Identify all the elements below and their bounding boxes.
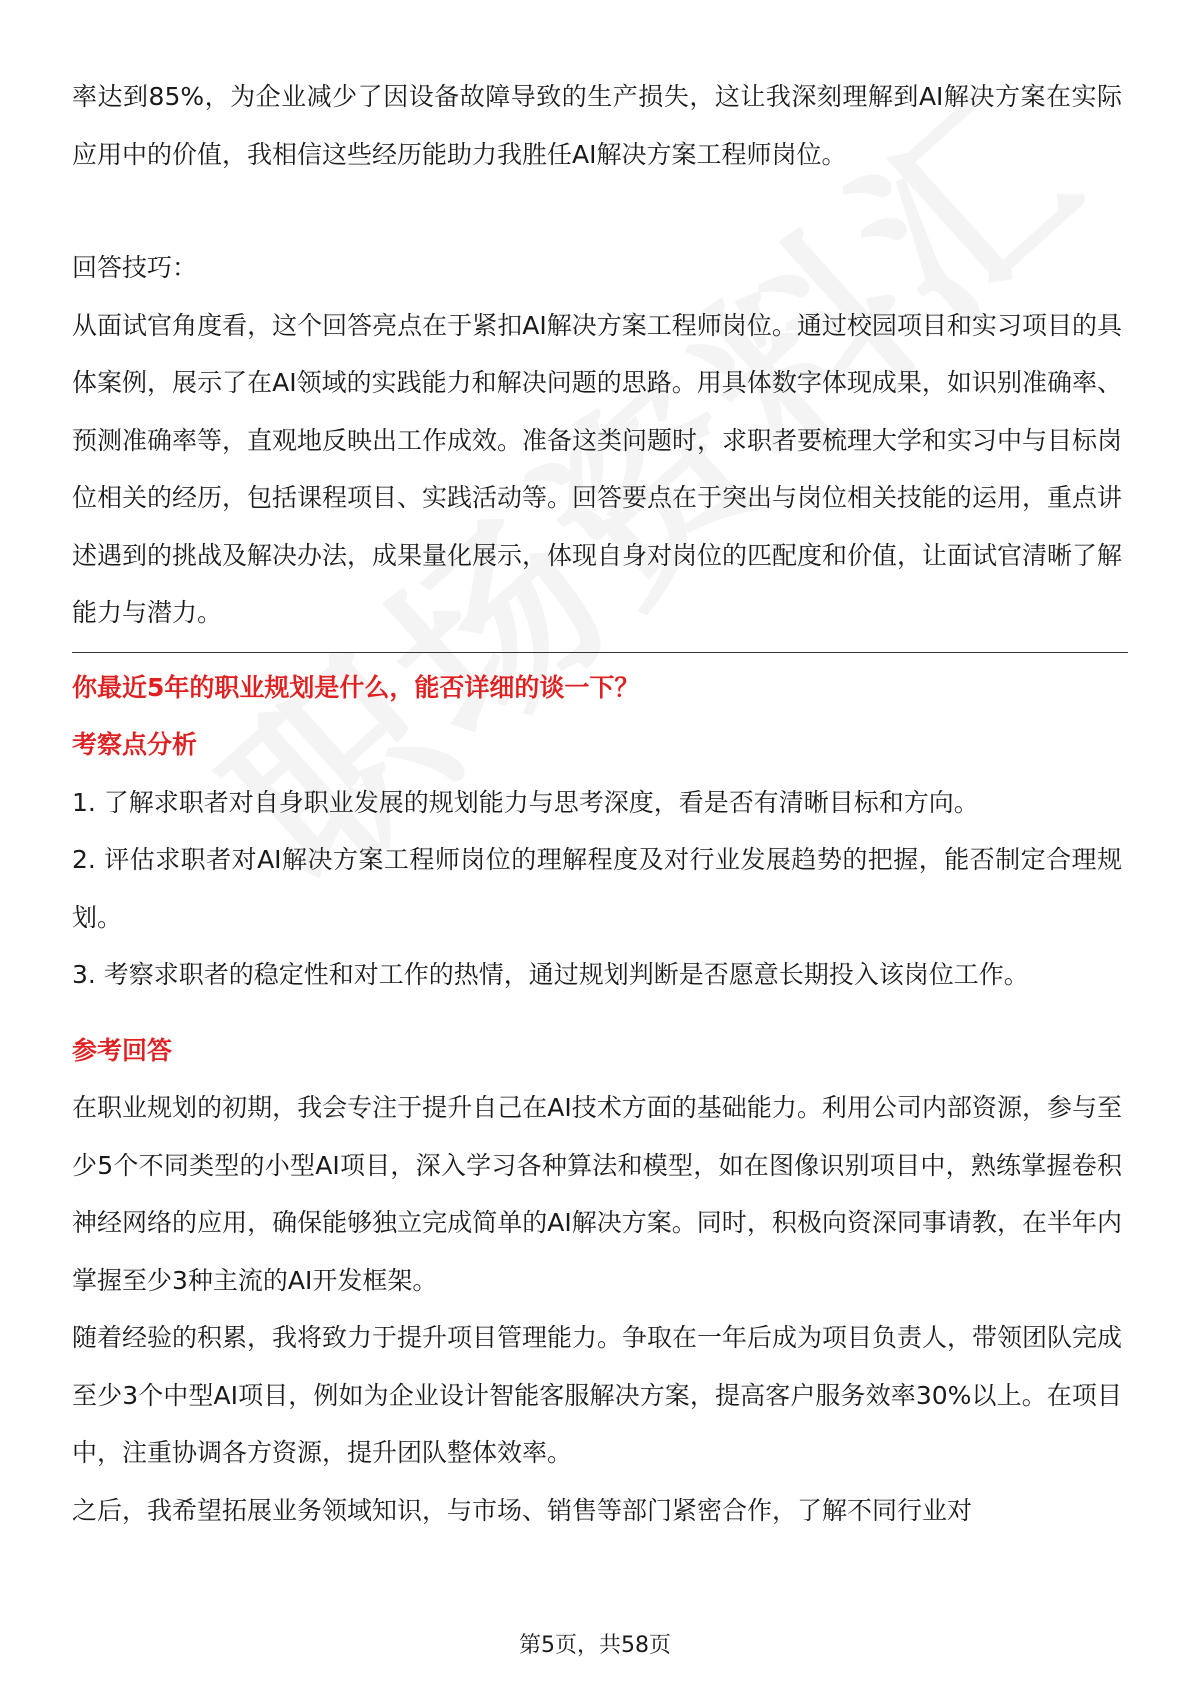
answer-heading: 参考回答 [72,1035,173,1065]
answer-paragraph: 随着经验的积累，我将致力于提升项目管理能力。争取在一年后成为项目负责人，带领团队完成至少3个中型AI项目，例如为企业设计智能客服解决方案，提高客户服务效率30%以上。在项目中，注重协调各方资源，提升团队整体效率。 [72,1323,1123,1467]
tips-heading: 回答技巧： [72,253,198,282]
page-content [72,68,1122,1539]
tips-body: 从面试官角度看，这个回答亮点在于紧扣AI解决方案工程师岗位。通过校园项目和实习项目的具体案例，展示了在AI领域的实践能力和解决问题的思路。用具体数字体现成果，如识别准确率、预测准确率等，直观地反映出工作成效。准备这类问题时，求职者要梳理大学和实习中与目标岗位相关的经历，包括课程项目、实践活动等。回答要点在于突出与岗位相关技能的运用，重点讲述遇到的挑战及解决办法，成果量化展示，体现自身对岗位的匹配度和价值，让面试官清晰了解能力与潜力。 [72,310,1123,627]
analysis-heading: 考察点分析 [72,730,198,759]
answer-paragraph: 在职业规划的初期，我会专注于提升自己在AI技术方面的基础能力。利用公司内部资源，参与至少5个不同类型的小型AI项目，深入学习各种算法和模型，如在图像识别项目中，熟练掌握卷积神经网络的应用，确保能够独立完成简单的AI解决方案。同时，积极向资深同事请教，在半年内掌握至少3种主流的AI开发框架。 [72,1093,1122,1295]
analysis-item: 1. 了解求职者对自身职业发展的规划能力与思考深度，看是否有清晰目标和方向。 [72,787,979,817]
question-title: 你最近5年的职业规划是什么，能否详细的谈一下？ [72,672,640,702]
analysis-item: 3. 考察求职者的稳定性和对工作的热情，通过规划判断是否愿意长期投入该岗位工作。 [72,960,1029,989]
intro-paragraph: 率达到85%，为企业减少了因设备故障导致的生产损失，这让我深刻理解到AI解决方案在实际应用中的价值，我相信这些经历能助力我胜任AI解决方案工程师岗位。 [72,82,1122,169]
section-divider [72,652,1128,653]
answer-paragraph: 之后，我希望拓展业务领域知识，与市场、销售等部门紧密合作，了解不同行业对 [72,1495,973,1525]
analysis-item: 2. 评估求职者对AI解决方案工程师岗位的理解程度及对行业发展趋势的把握，能否制定合理规划。 [72,845,1122,932]
page-footer: 第5页，共58页 [519,1633,671,1658]
